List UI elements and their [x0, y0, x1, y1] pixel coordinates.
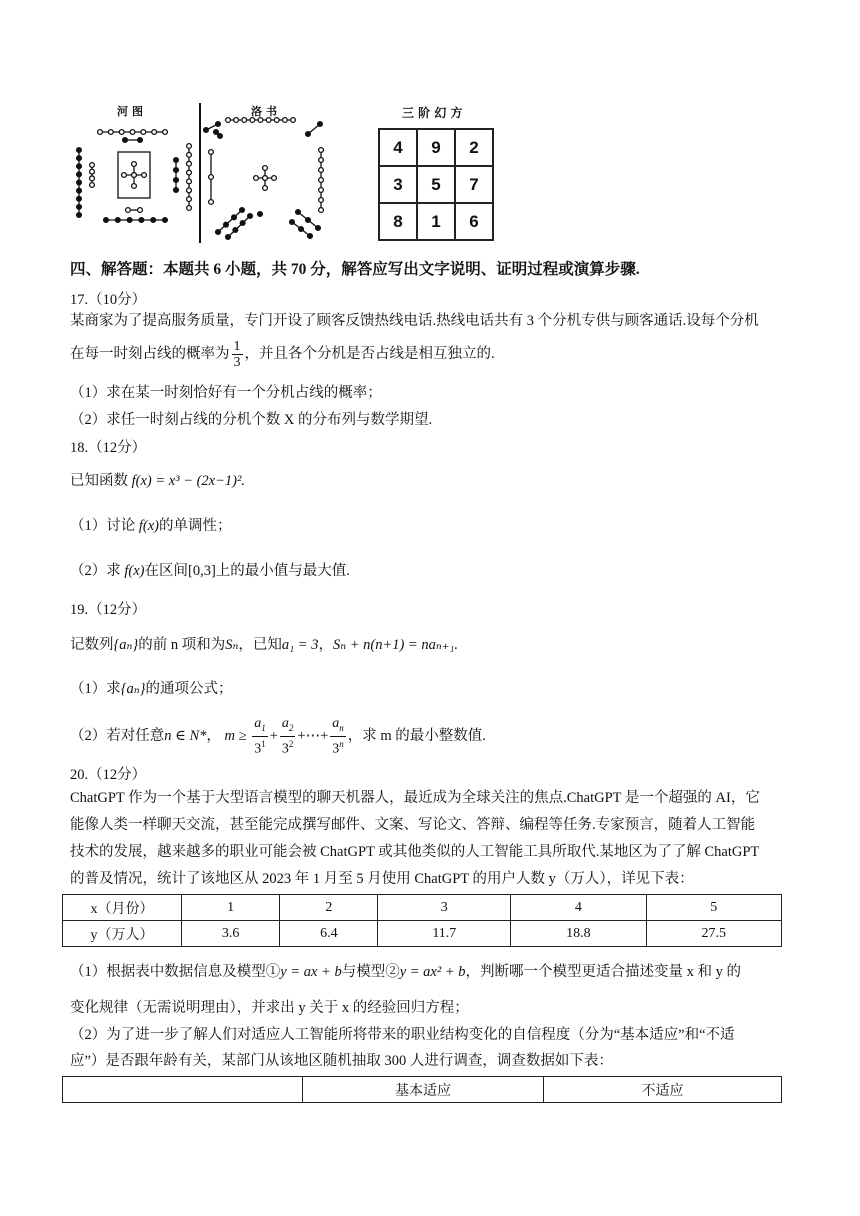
- black-dot: [240, 221, 245, 226]
- black-dot: [224, 222, 229, 227]
- white-dot: [122, 173, 127, 178]
- q18-part2: [70, 561, 350, 581]
- white-dot: [130, 130, 135, 135]
- black-dot: [308, 234, 313, 239]
- q17-part2: （2）求任一时刻占线的分机个数 X 的分布列与数学期望.: [70, 412, 433, 428]
- magic-cell: 8: [379, 203, 417, 240]
- black-dot: [306, 132, 311, 137]
- q20-part1-line2: 变化规律（无需说明理由），并求出 y 关于 x 的经验回归方程；: [70, 1000, 469, 1016]
- dot-chain-line: [218, 210, 242, 232]
- black-dot: [204, 128, 209, 133]
- black-dot: [174, 178, 179, 183]
- q18-part2-mid: 在区间: [144, 563, 188, 579]
- q17-text-line2: [70, 336, 495, 372]
- white-dot: [108, 130, 113, 135]
- q19-part2-pre: （2）若对任意: [70, 728, 165, 744]
- black-dot: [77, 172, 82, 177]
- q18-number: 18.（12分）: [70, 440, 147, 456]
- black-dot: [123, 138, 128, 143]
- q20-number: 20.（12分）: [70, 767, 147, 783]
- q19-part1-seq: {aₙ}: [120, 681, 146, 697]
- table-cell: x（月份）: [63, 895, 182, 921]
- black-dot: [77, 180, 82, 185]
- magic-square: [378, 128, 494, 241]
- table-cell: 3.6: [182, 921, 280, 947]
- survey-table: [62, 1076, 782, 1103]
- black-dot: [77, 196, 82, 201]
- q18-part2-interval: [0,3]: [188, 563, 216, 579]
- fraction-numerator: 1: [233, 339, 241, 355]
- white-dot: [234, 118, 239, 123]
- q18-part2-fx: f(x): [124, 563, 145, 579]
- white-dot: [263, 176, 268, 181]
- table-cell: 2: [280, 895, 378, 921]
- magic-cell: 2: [455, 129, 493, 166]
- black-dot: [290, 220, 295, 225]
- table-row: [63, 895, 782, 921]
- white-dot: [187, 152, 192, 157]
- model2: y = ax² + b: [399, 964, 466, 980]
- black-dot: [174, 158, 179, 163]
- white-dot: [319, 168, 324, 173]
- magic-cell: 9: [417, 129, 455, 166]
- white-dot: [132, 184, 137, 189]
- white-dot: [282, 118, 287, 123]
- white-dot: [142, 173, 147, 178]
- black-dot: [151, 218, 156, 223]
- q17-number: 17.（10分）: [70, 292, 147, 308]
- magic-cell: 7: [455, 166, 493, 203]
- white-dot: [209, 200, 214, 205]
- black-dot: [214, 130, 219, 135]
- fraction-denominator: 3: [233, 355, 241, 371]
- table-cell: [63, 1077, 303, 1103]
- q18-intro: 已知函数: [70, 473, 128, 489]
- white-dot: [254, 176, 259, 181]
- sum-term-n: $\frac{a_n}{3^n}$: [332, 716, 344, 757]
- q18-part1-pre: （1）讨论: [70, 518, 136, 534]
- q17-text-post: ，并且各个分机是否占线是相互独立的.: [244, 346, 495, 362]
- white-dot: [266, 118, 271, 123]
- q20-part1-b: 与模型②: [341, 964, 400, 980]
- q20-part1-c: ，判断哪一个模型更适合描述变量 x 和 y 的: [465, 964, 741, 980]
- magic-cell: 5: [417, 166, 455, 203]
- q20-part1-line1: [70, 962, 741, 982]
- model1: y = ax + b: [280, 964, 342, 980]
- table-cell: 不适应: [544, 1077, 782, 1103]
- black-dot: [115, 218, 120, 223]
- white-dot: [163, 130, 168, 135]
- table-cell: 6.4: [280, 921, 378, 947]
- white-dot: [319, 208, 324, 213]
- luoshu-diagram: [200, 112, 340, 242]
- section-heading: 四、解答题：本题共 6 小题，共 70 分，解答应写出文字说明、证明过程或演算步骤.: [70, 261, 640, 278]
- q19-part1: [70, 679, 232, 699]
- table-row: [63, 921, 782, 947]
- white-dot: [319, 158, 324, 163]
- table-cell: 3: [378, 895, 511, 921]
- white-dot: [187, 170, 192, 175]
- white-dot: [187, 179, 192, 184]
- white-dot: [138, 208, 143, 213]
- white-dot: [187, 144, 192, 149]
- q20-part1-a: （1）根据表中数据信息及模型①: [70, 964, 281, 980]
- q19-part1-post: 的通项公式；: [145, 681, 233, 697]
- white-dot: [141, 130, 146, 135]
- q20-para-line1: ChatGPT 作为一个基于大型语言模型的聊天机器人，最近成为全球关注的焦点.ChatGPT 是一个超强的 AI，它: [70, 790, 760, 806]
- black-dot: [218, 134, 223, 139]
- q19-part2-cond: n ∈ N*: [164, 728, 207, 744]
- white-dot: [319, 188, 324, 193]
- black-dot: [139, 218, 144, 223]
- q18-part1-fx: f(x): [138, 518, 159, 534]
- q17-text-line1: 某商家为了提高服务质量，专门开设了顾客反馈热线电话.热线电话共有 3 个分机专供与顾客通话.设每个分机: [70, 313, 759, 329]
- table-cell: 18.8: [511, 921, 646, 947]
- table-cell: 11.7: [378, 921, 511, 947]
- q18-part1-post: 的单调性；: [159, 518, 232, 534]
- q19-relation: Sₙ + n(n+1) = naₙ₊₁.: [332, 637, 459, 653]
- q17-text-pre: 在每一时刻占线的概率为: [70, 346, 230, 362]
- white-dot: [132, 173, 137, 178]
- white-dot: [126, 208, 131, 213]
- black-dot: [232, 215, 237, 220]
- q18-part1: [70, 516, 232, 536]
- white-dot: [187, 161, 192, 166]
- black-dot: [216, 230, 221, 235]
- table-row: [63, 1077, 782, 1103]
- white-dot: [187, 188, 192, 193]
- table-cell: 4: [511, 895, 646, 921]
- white-dot: [209, 150, 214, 155]
- white-dot: [258, 118, 263, 123]
- table-cell: y（万人）: [63, 921, 182, 947]
- magic-cell: 3: [379, 166, 417, 203]
- q20-para-line4: 的普及情况，统计了该地区从 2023 年 1 月至 5 月使用 ChatGPT 的用户人数 y（万人），详见下表：: [70, 871, 694, 887]
- black-dot: [316, 226, 321, 231]
- black-dot: [127, 218, 132, 223]
- black-dot: [77, 188, 82, 193]
- q19-text-known: ，已知: [238, 637, 282, 653]
- white-dot: [263, 166, 268, 171]
- q19-text-mid: 的前 n 项和为: [138, 637, 226, 653]
- q19-text: 记数列{aₙ}的前 n 项和为Sₙ，已知a₁ = 3，Sₙ + n(n+1) = naₙ₊₁.: [70, 637, 459, 653]
- magic-cell: 4: [379, 129, 417, 166]
- white-dot: [291, 118, 296, 123]
- q20-para-line3: 技术的发展，越来越多的职业可能会被 ChatGPT 或其他类似的人工智能工具所取代.某地区为了了解 ChatGPT: [70, 844, 760, 860]
- black-dot: [104, 218, 109, 223]
- q19-seq: {aₙ}: [113, 637, 139, 653]
- q20-part2-line2: 应”）是否跟年龄有关，某部门从该地区随机抽取 300 人进行调查，调查数据如下表：: [70, 1053, 613, 1069]
- probability-fraction: [232, 339, 243, 370]
- hetu-diagram: [70, 120, 198, 230]
- q19-part1-pre: （1）求: [70, 681, 121, 697]
- black-dot: [77, 213, 82, 218]
- q19-part2-post: ，求 m 的最小整数值.: [347, 728, 486, 744]
- magic-square-title: 三 阶 幻 方: [402, 106, 463, 120]
- white-dot: [319, 148, 324, 153]
- black-dot: [77, 164, 82, 169]
- white-dot: [250, 118, 255, 123]
- white-dot: [274, 118, 279, 123]
- table-cell: 1: [182, 895, 280, 921]
- white-dot: [209, 175, 214, 180]
- white-dot: [90, 176, 95, 181]
- white-dot: [90, 169, 95, 174]
- q19-sn: Sₙ: [225, 637, 239, 653]
- q18-part2-pre: （2）求: [70, 563, 121, 579]
- q19-part2-ineq: m ≥: [224, 728, 247, 744]
- black-dot: [138, 138, 143, 143]
- black-dot: [174, 188, 179, 193]
- table-cell: 5: [646, 895, 781, 921]
- white-dot: [319, 178, 324, 183]
- q17-part1: （1）求在某一时刻恰好有一个分机占线的概率；: [70, 385, 382, 401]
- black-dot: [77, 156, 82, 161]
- q19-number: 19.（12分）: [70, 602, 147, 618]
- q18-formula: f(x) = x³ − (2x−1)².: [131, 473, 245, 489]
- q19-text-pre: 记数列: [70, 637, 114, 653]
- white-dot: [187, 206, 192, 211]
- q19-part2: （2）若对任意n ∈ N*， m ≥ $\frac{a_1}{3^1}$ + $\frac{a_2}{3^2}$ +⋯+ $\frac{a_n}{3^n}$ ，求 m 的最小整数值.: [70, 716, 486, 757]
- table-cell: 27.5: [646, 921, 781, 947]
- white-dot: [90, 183, 95, 188]
- black-dot: [248, 214, 253, 219]
- luoshu-label: 洛书: [251, 105, 281, 118]
- white-dot: [187, 197, 192, 202]
- white-dot: [132, 162, 137, 167]
- black-dot: [233, 228, 238, 233]
- black-dot: [77, 148, 82, 153]
- white-dot: [226, 118, 231, 123]
- sum-term-1: $\frac{a_1}{3^1}$: [254, 716, 266, 757]
- black-dot: [163, 218, 168, 223]
- q18-part2-post: 上的最小值与最大值.: [215, 563, 350, 579]
- white-dot: [319, 198, 324, 203]
- black-dot: [240, 208, 245, 213]
- white-dot: [98, 130, 103, 135]
- magic-cell: 6: [455, 203, 493, 240]
- black-dot: [77, 204, 82, 209]
- black-dot: [299, 227, 304, 232]
- white-dot: [119, 130, 124, 135]
- q18-text: [70, 471, 245, 491]
- black-dot: [318, 122, 323, 127]
- usage-table: [62, 894, 782, 947]
- sum-term-2: $\frac{a_2}{3^2}$: [281, 716, 294, 757]
- magic-cell: 1: [417, 203, 455, 240]
- black-dot: [216, 122, 221, 127]
- black-dot: [226, 235, 231, 240]
- white-dot: [263, 186, 268, 191]
- black-dot: [306, 218, 311, 223]
- q19-a1: a₁ = 3: [281, 637, 319, 653]
- white-dot: [242, 118, 247, 123]
- white-dot: [152, 130, 157, 135]
- q20-part2-line1: （2）为了进一步了解人们对适应人工智能所将带来的职业结构变化的自信程度（分为“基本适应”和“不适: [70, 1027, 735, 1043]
- hetu-label: 河图: [117, 105, 147, 118]
- black-dot: [258, 212, 263, 217]
- white-dot: [272, 176, 277, 181]
- white-dot: [90, 163, 95, 168]
- q20-para-line2: 能像人类一样聊天交流，甚至能完成撰写邮件、文案、写论文、答辩、编程等任务.专家预言，随着人工智能: [70, 817, 756, 833]
- black-dot: [296, 210, 301, 215]
- black-dot: [174, 168, 179, 173]
- table-cell: 基本适应: [303, 1077, 544, 1103]
